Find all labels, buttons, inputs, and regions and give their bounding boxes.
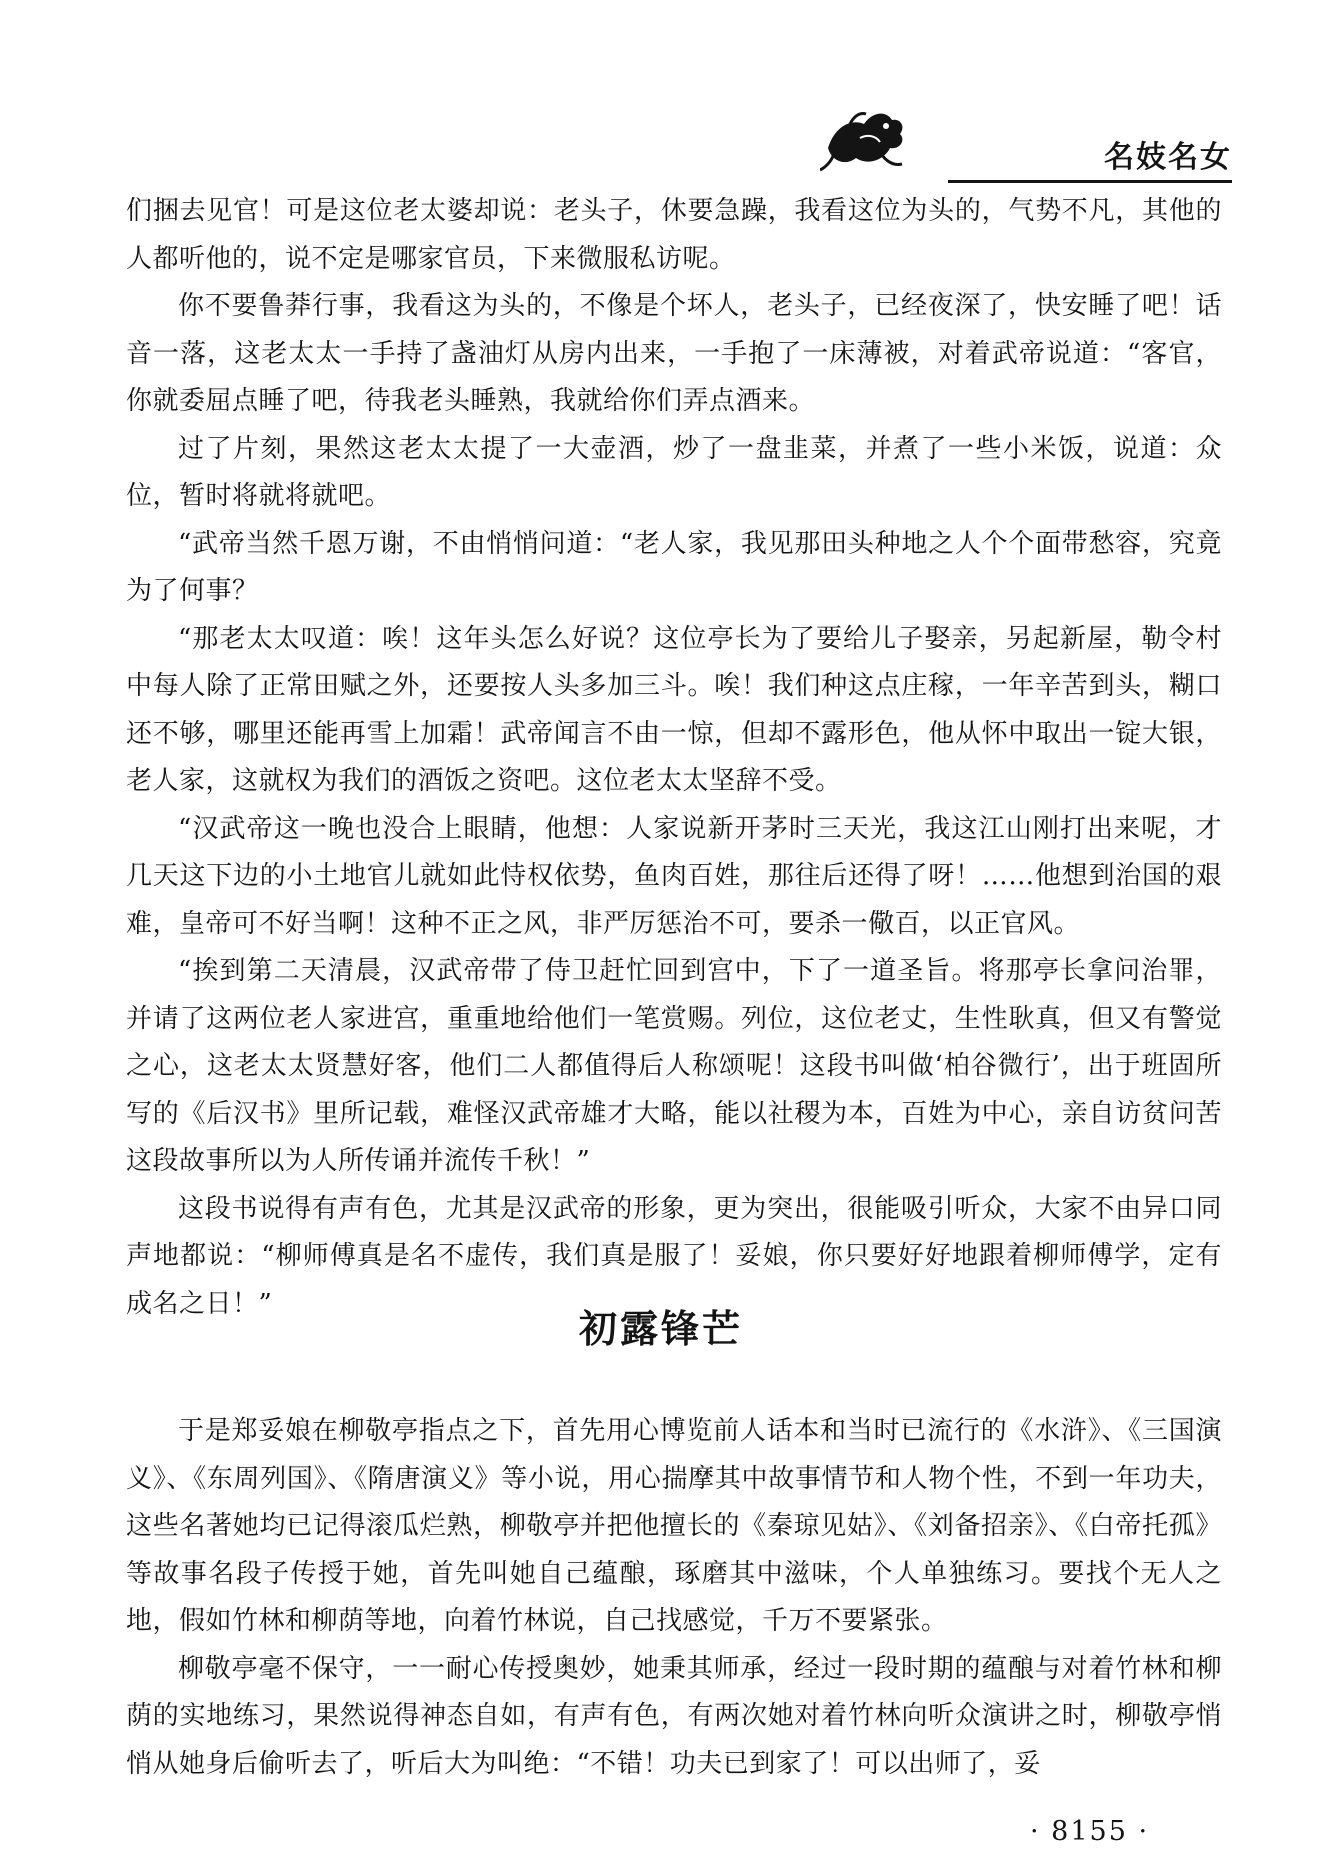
paragraph: “汉武帝这一晚也没合上眼睛，他想：人家说新开茅时三天光，我这江山刚打出来呢，才几天这下边的小土地官儿就如此恃权依势，鱼肉百姓，那往后还得了呀！……他想到治国的艰难，皇帝可不好当啊！这种不正之风，非严厉惩治不可，要杀一儆百，以正官风。 (126, 813, 1222, 939)
chapter-title: 初露锋芒 (578, 1307, 743, 1351)
paragraph: 们捆去见官！可是这位老太婆却说：老头子，休要急躁，我看这位为头的，气势不凡，其他的人都听他的，说不定是哪家官员，下来微服私访呢。 (126, 196, 1222, 274)
running-header (800, 104, 1232, 182)
story-text-bottom (126, 1408, 1222, 1788)
paragraph: 柳敬亭毫不保守，一一耐心传授奥妙，她秉其师承，经过一段时期的蕴酿与对着竹林和柳荫的实地练习，果然说得神态自如，有声有色，有两次她对着竹林向听众演讲之时，柳敬亭悄悄从她身后偷听去了，听后大为叫绝：“不错！功夫已到家了！可以出师了，妥 (126, 1653, 1222, 1779)
paragraph: “武帝当然千恩万谢，不由悄悄问道：“老人家，我见那田头种地之人个个面带愁容，究竟为了何事？ (126, 528, 1222, 606)
page-number: · 8155 · (1030, 1816, 1150, 1847)
paragraph: 于是郑妥娘在柳敬亭指点之下，首先用心博览前人话本和当时已流行的《水浒》、《三国演义》、《东周列国》、《隋唐演义》等小说，用心揣摩其中故事情节和人物个性，不到一年功夫，这些名著她均已记得滚瓜烂熟，柳敬亭并把他擅长的《秦琼见姑》、《刘备招亲》、《白帝托孤》等故事名段子传授于她，首先叫她自己蕴酿，琢磨其中滋味，个人单独练习。要找个无人之地，假如竹林和柳荫等地，向着竹林说，自己找感觉，千万不要紧张。 (126, 1416, 1222, 1636)
paragraph: 过了片刻，果然这老太太提了一大壶酒，炒了一盘韭菜，并煮了一些小米饭，说道：众位，暂时将就将就吧。 (126, 433, 1222, 511)
section-title: 名妓名女 (1104, 140, 1232, 175)
header-rule (948, 180, 1232, 183)
paragraph: “挨到第二天清晨，汉武帝带了侍卫赶忙回到宫中，下了一道圣旨。将那亭长拿问治罪，并请了这两位老人家进宫，重重地给他们一笔赏赐。列位，这位老丈，生性耿真，但又有警觉之心，这老太太贤慧好客，他们二人都值得后人称颂呢！这段书叫做‘柏谷微行’，出于班固所写的《后汉书》里所记载，难怪汉武帝雄才大略，能以社稷为本，百姓为中心，亲自访贫问苦这段故事所以为人所传诵并流传千秋！” (126, 956, 1222, 1176)
dragon-emblem-icon (820, 104, 910, 174)
paragraph: 这段书说得有声有色，尤其是汉武帝的形象，更为突出，很能吸引听众，大家不由异口同声地都说：“柳师傅真是名不虚传，我们真是服了！妥娘，你只要好好地跟着柳师傅学，定有成名之日！” (126, 1193, 1222, 1319)
paragraph: 你不要鲁莽行事，我看这为头的，不像是个坏人，老头子，已经夜深了，快安睡了吧！话音一落，这老太太一手持了盏油灯从房内出来，一手抱了一床薄被，对着武帝说道：“客官，你就委屈点睡了吧，待我老头睡熟，我就给你们弄点酒来。 (126, 291, 1222, 416)
story-text-top (126, 188, 1222, 1328)
paragraph: “那老太太叹道：唉！这年头怎么好说？这位亭长为了要给儿子娶亲，另起新屋，勒令村中每人除了正常田赋之外，还要按人头多加三斗。唉！我们种这点庄稼，一年辛苦到头，糊口还不够，哪里还能再雪上加霜！武帝闻言不由一惊，但却不露形色，他从怀中取出一锭大银，老人家，这就权为我们的酒饭之资吧。这位老太太坚辞不受。 (126, 623, 1222, 796)
